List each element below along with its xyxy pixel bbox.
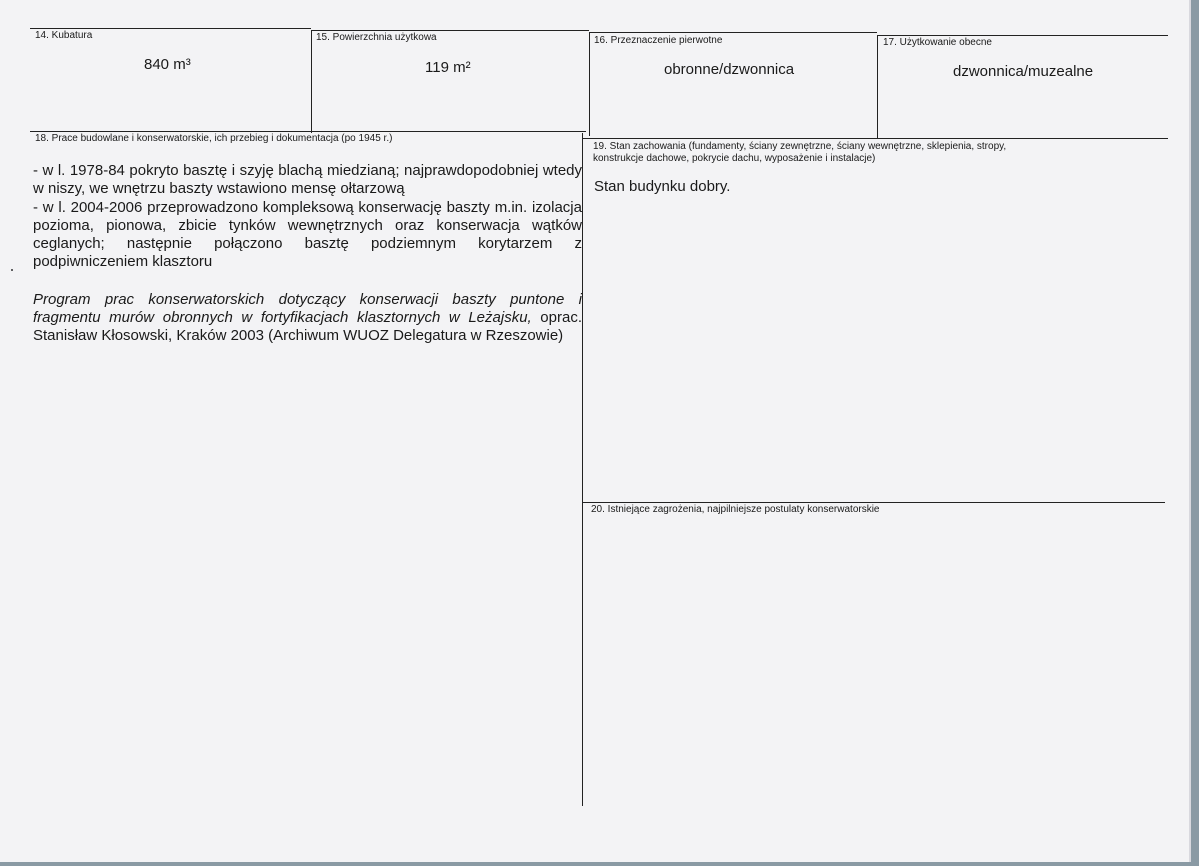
divider-top-15 <box>311 30 589 31</box>
scan-speck <box>11 269 13 271</box>
field-17-label: 17. Użytkowanie obecne <box>883 37 992 48</box>
field-19-label-line2: konstrukcje dachowe, pokrycie dachu, wyposażenie i instalacje) <box>593 153 876 164</box>
field-16-label: 16. Przeznaczenie pierwotne <box>594 35 723 46</box>
divider-top-18 <box>30 131 586 132</box>
field-18-reference-rest: oprac. Stanisław Kłosowski, Kraków 2003 (Archiwum WUOZ Delegatura w Rzeszowie) <box>33 309 582 344</box>
divider-top-17 <box>877 35 1168 36</box>
field-18-reference-title: Program prac konserwatorskich dotyczący konserwacji baszty puntone i fragmentu murów obronnych w fortyfikacjach klasztornych w Leżajsku, <box>33 291 582 326</box>
divider-v-17 <box>877 35 878 138</box>
field-16-value: obronne/dzwonnica <box>664 61 795 78</box>
field-14-value: 840 m³ <box>144 56 191 73</box>
field-20-label: 20. Istniejące zagrożenia, najpilniejsze postulaty konserwatorskie <box>591 504 880 515</box>
field-15-label: 15. Powierzchnia użytkowa <box>316 32 437 43</box>
field-18-label: 18. Prace budowlane i konserwatorskie, ich przebieg i dokumentacja (po 1945 r.) <box>35 133 393 144</box>
divider-top-16 <box>589 32 877 33</box>
field-18-paragraph-2: - w l. 2004-2006 przeprowadzono kompleksową konserwację baszty m.in. izolacja pozioma, pionowa, zbicie tynków wewnętrznych oraz konserwacja wątków ceglanych; następnie połączono basztę podziemnym korytarzem z podpiwniczeniem klasztoru <box>33 199 582 270</box>
field-14-label: 14. Kubatura <box>35 30 93 41</box>
divider-top-19 <box>582 138 1168 139</box>
field-18-reference <box>33 291 582 345</box>
field-15-value: 119 m² <box>425 59 471 76</box>
field-19-value: Stan budynku dobry. <box>594 178 731 195</box>
divider-v-15 <box>311 30 312 133</box>
field-19-label-line1: 19. Stan zachowania (fundamenty, ściany zewnętrzne, ściany wewnętrzne, sklepienia, stropy, <box>593 141 1007 152</box>
field-17-value: dzwonnica/muzealne <box>953 63 1094 80</box>
divider-top-20 <box>582 502 1165 503</box>
field-18-paragraph-1: - w l. 1978-84 pokryto basztę i szyję blachą miedzianą; najprawdopodobniej wtedy w niszy, we wnętrzu baszty wstawiono mensę ołtarzową <box>33 162 582 197</box>
divider-v-16 <box>589 32 590 136</box>
divider-v-main <box>582 133 583 806</box>
divider-top-14 <box>30 28 311 29</box>
